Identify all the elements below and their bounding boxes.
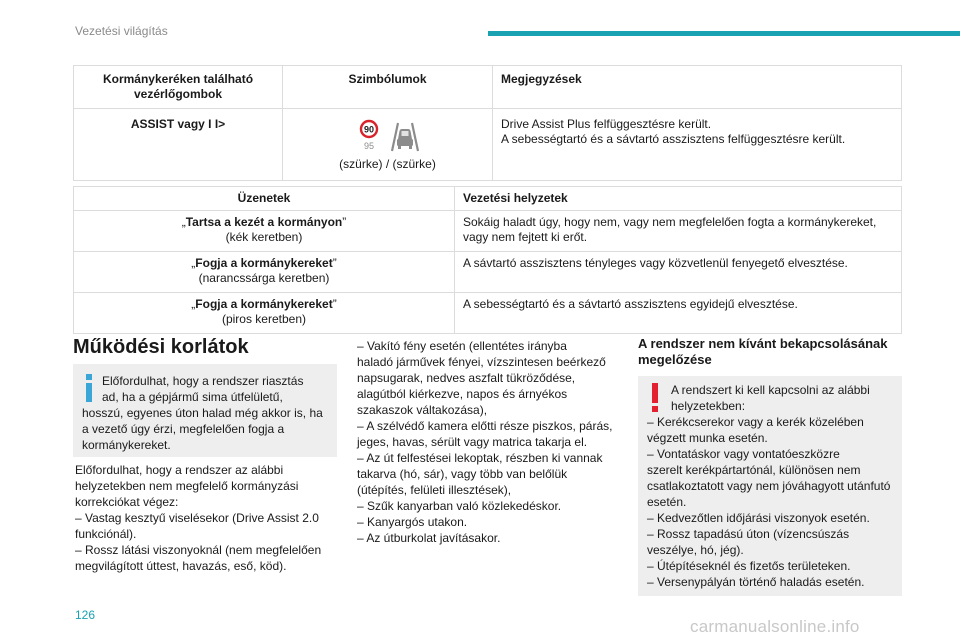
text-line: Előfordulhat, hogy a rendszer az alábbi <box>75 463 284 477</box>
text-line: korrekciókat végez: <box>75 495 179 509</box>
quote-close: ” <box>342 215 347 229</box>
text-line: haladó járművek fényei, vízszintesen beérkező <box>357 355 606 369</box>
speed-limit-lane-assist-icon <box>356 119 420 153</box>
quote-open: „ <box>191 256 196 270</box>
set-speed-value: 95 <box>363 141 374 151</box>
message-cell <box>74 293 455 334</box>
messages-table <box>73 186 902 334</box>
control-cell: ASSIST vagy I I> <box>74 109 283 181</box>
quote-open: „ <box>191 297 196 311</box>
warning-line: A rendszert ki kell kapcsolni az alábbi <box>671 383 870 397</box>
text-line: – Kanyargós utakon. <box>357 515 468 529</box>
text-line: szakaszok váltakozása), <box>357 403 488 417</box>
text-line: – A szélvédő kamera előtti része piszkos, párás, <box>357 419 613 433</box>
situation-line: vagy nem fejtett ki erőt. <box>463 230 588 244</box>
table-row <box>74 252 902 293</box>
situation-cell <box>455 211 902 252</box>
message-cell <box>74 252 455 293</box>
warning-line: – Rossz tapadású úton (vízencsúszás <box>647 527 850 541</box>
warning-line: esetén. <box>647 495 687 509</box>
table-row <box>74 109 902 181</box>
message-cell <box>74 211 455 252</box>
message-text: Fogja a kormánykereket <box>195 256 333 270</box>
warning-line: – Vontatáskor vagy vontatóeszközre <box>647 447 840 461</box>
warning-line: veszélye, hó, jég). <box>647 543 744 557</box>
table-row <box>74 211 902 252</box>
situation-cell <box>455 293 902 334</box>
warning-box <box>638 376 902 596</box>
middle-column-text <box>357 338 623 546</box>
text-line: – Vakító fény esetén (ellentétes irányba <box>357 339 567 353</box>
table-header-row <box>74 66 902 109</box>
left-column-text <box>75 462 337 574</box>
text-line: – Szűk kanyarban való közlekedéskor. <box>357 499 562 513</box>
text-line: (útépítés, felületi illesztések), <box>357 483 512 497</box>
quote-close: ” <box>332 297 337 311</box>
warning-line: szerelt kerékpártartónál, különösen nem <box>647 463 861 477</box>
warning-line: – Versenypályán történő haladás esetén. <box>647 575 865 589</box>
text-line: jeges, havas, sérült vagy matrica takarja el. <box>357 435 588 449</box>
symbol-cell <box>283 109 493 181</box>
notes-cell <box>493 109 902 181</box>
info-text <box>82 373 332 453</box>
text-line: takarva (hó, sár), vagy több van belőlük <box>357 467 568 481</box>
situation-line: A sávtartó asszisztens tényleges vagy közvetlenül fenyegető elvesztése. <box>463 256 848 270</box>
text-line: funkciónál). <box>75 527 137 541</box>
text-line: – Az út felfestései lekoptak, részben ki vannak <box>357 451 603 465</box>
situation-cell <box>455 252 902 293</box>
frame-color-text: (piros keretben) <box>221 312 307 326</box>
warning-line: csatlakoztatott vagy nem jóváhagyott utánfutó <box>647 479 891 493</box>
watermark: carmanualsonline.info <box>690 617 860 636</box>
text-line: helyzetekben nem megfelelő kormányzási <box>75 479 299 493</box>
column-header-symbols: Szimbólumok <box>283 66 493 109</box>
text-line: napsugarak, nedves aszfalt tükröződése, <box>357 371 576 385</box>
column-header-messages: Üzenetek <box>74 187 455 211</box>
situation-line: Sokáig haladt úgy, hogy nem, vagy nem megfelelően fogta a kormánykereket, <box>463 215 877 229</box>
warning-line: végzett munka esetén. <box>647 431 768 445</box>
message-text: Tartsa a kezét a kormányon <box>185 215 343 229</box>
warning-text <box>647 382 899 590</box>
frame-color-text: (kék keretben) <box>225 230 303 244</box>
controls-table <box>73 65 902 181</box>
header-accent-bar <box>488 31 960 36</box>
info-box <box>73 364 337 457</box>
warning-line: – Kedvezőtlen időjárási viszonyok esetén. <box>647 511 870 525</box>
warning-line: – Kerékcserekor vagy a kerék közelében <box>647 415 864 429</box>
info-line: kormánykereket. <box>82 438 171 452</box>
column-header-controls: Kormánykeréken található vezérlőgombok <box>74 66 283 109</box>
warning-line: helyzetekben: <box>671 399 746 413</box>
frame-color-text: (narancssárga keretben) <box>198 271 330 285</box>
text-line: alagútból kiérkezve, napos és árnyékos <box>357 387 568 401</box>
message-text: Fogja a kormánykereket <box>195 297 333 311</box>
text-line: – Rossz látási viszonyoknál (nem megfelelően <box>75 543 322 557</box>
text-line: – Az útburkolat javításakor. <box>357 531 501 545</box>
info-line: a vezető úgy érzi, megfelelően fogja a <box>82 422 285 436</box>
text-line: megvilágított úttest, havazás, eső, köd). <box>75 559 287 573</box>
info-line: Előfordulhat, hogy a rendszer riasztás <box>102 374 304 388</box>
table-row <box>74 293 902 334</box>
info-line: ad, ha a gépjármű sima útfelületű, <box>102 390 283 404</box>
note-line: A sebességtartó és a sávtartó asszisztens felfüggesztésre került. <box>501 132 846 146</box>
note-line: Drive Assist Plus felfüggesztésre került. <box>501 117 712 131</box>
warning-line: – Útépítéseknél és fizetős területeken. <box>647 559 851 573</box>
symbol-caption: (szürke) / (szürke) <box>339 157 436 171</box>
table-header-row <box>74 187 902 211</box>
running-header: Vezetési világítás <box>75 24 168 38</box>
subsection-title-line: megelőzése <box>638 352 712 367</box>
section-title: Működési korlátok <box>73 336 249 358</box>
quote-close: ” <box>332 256 337 270</box>
column-header-situations: Vezetési helyzetek <box>455 187 902 211</box>
page-number: 126 <box>75 608 96 622</box>
text-line: – Vastag kesztyű viselésekor (Drive Assist 2.0 <box>75 511 319 525</box>
quote-open: „ <box>181 215 186 229</box>
speed-limit-value: 90 <box>363 124 374 135</box>
subsection-title-line: A rendszer nem kívánt bekapcsolásának <box>638 336 888 351</box>
info-line: hosszú, egyenes úton halad még akkor is, ha <box>82 406 323 420</box>
subsection-title <box>638 336 902 368</box>
speed-limit-90-icon <box>361 121 377 151</box>
lane-assist-icon <box>392 123 418 151</box>
column-header-notes: Megjegyzések <box>493 66 902 109</box>
situation-line: A sebességtartó és a sávtartó asszisztens egyidejű elvesztése. <box>463 297 798 311</box>
